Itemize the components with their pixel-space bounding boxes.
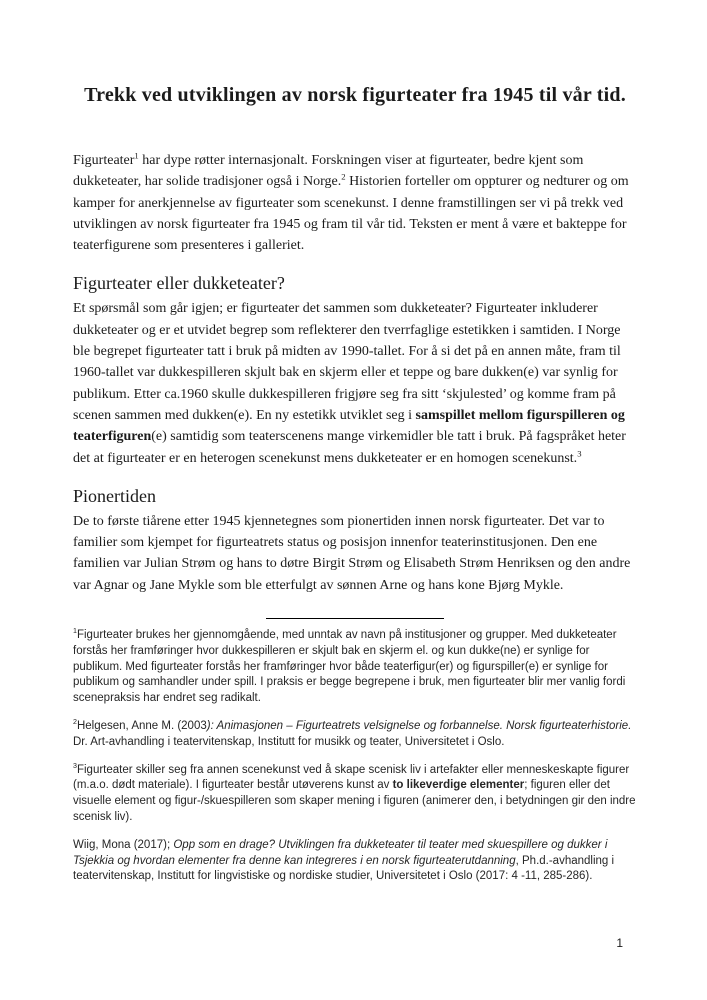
section-heading-figurteater-eller-dukketeater: Figurteater eller dukketeater? (73, 273, 285, 294)
section-paragraph-figurteater-eller-dukketeater: Et spørsmål som går igjen; er figurteater det sammen som dukketeater? Figurteater inkluderer dukketeater og er et utvidet begrep som reflekterer den tverrfaglige estetikken i samtiden. I Norge ble begrepet figurteater tatt i bruk på midten av 1990-tallet. For å si det på en annen måte, fram til 1960-tallet var dukkespilleren skjult bak en skjerm eller et teppe og bare dukken(e) var synlig for publikum. Etter ca.1960 skulle dukkespilleren frigjøre seg fra sitt ‘skjulested’ og komme fram på scenen sammen med dukken(e). En ny estetikk utviklet seg i samspillet mellom figurspilleren og teaterfiguren(e) samtidig som teaterscenens mange virkemidler ble tatt i bruk. På fagspråket heter det at figurteater er en heterogen scenekunst mens dukketeater er en homogen scenekunst.$^3$ (73, 301, 626, 466)
section-paragraph-pionertiden: De to første tiårene etter 1945 kjennetegnes som pionertiden innen norsk figurteater. Det var to familier som kjempet for figurteatrets status og posisjon innenfor teaterinstitusjonen. Den ene familien var Julian Strøm og hans to døtre Birgit Strøm og Elisabeth Strøm Henriksen og den andre var Agnar og Jane Mykle som ble etterfulgt av sønnen Arne og hans kone Bjørg Mykle. (73, 513, 631, 593)
page-number: 1 (616, 936, 623, 950)
footnote-reference-wiig: Wiig, Mona (2017); Opp som en drage? Utviklingen fra dukketeater til teater med skuespillere og dukker i Tsjekkia og hvordan elementer fra denne kan integreres i en norsk figurteaterutdanning, Ph.d.-avhandling i teatervitenskap, Institutt for lingvistiske og nordiske studier, Universitetet i Oslo (2017: 4 -11, 285-286). (73, 838, 615, 883)
footnote-3: $^3$Figurteater skiller seg fra annen scenekunst ved å skape scenisk liv i artefakter eller menneskeskapte figurer (m.a.o. dødt materiale). I figurteater består utøverens kunst av to likeverdige elementer; figuren eller det visuelle element og figur-/skuespilleren som skaper mening i figuren (animerer den, i betydningen gir den indre scenisk liv). (73, 761, 636, 824)
footnotes-section (73, 628, 637, 885)
page-content (73, 0, 637, 897)
footnote-separator (266, 618, 444, 619)
section-heading-pionertiden: Pionertiden (73, 485, 156, 506)
document-title: Trekk ved utviklingen av norsk figurteater fra 1945 til vår tid. (84, 84, 626, 106)
footnote-2: $^2$Helgesen, Anne M. (2003): Animasjonen – Figurteatrets velsignelse og forbannelse. Norsk figurteaterhistorie. Dr. Art-avhandling i teatervitenskap, Institutt for musikk og teater, Universitetet i Oslo. (73, 718, 632, 748)
intro-paragraph: Figurteater$^1$ har dype røtter internasjonalt. Forskningen viser at figurteater, bedre kjent som dukketeater, har solide tradisjoner også i Norge.$^2$ Historien forteller om oppturer og nedturer og om kamper for anerkjennelse av figurteater som scenekunst. I denne framstillingen ser vi på trekk ved utviklingen av norsk figurteater fra 1945 og fram til vår tid. Teksten er ment å være et bakteppe for teaterfigurene som presenteres i galleriet. (73, 150, 629, 254)
footnote-1: $^1$Figurteater brukes her gjennomgående, med unntak av navn på institusjoner og grupper. Med dukketeater forstås her framføringer hvor dukkespilleren er skjult bak en skjerm el. og kun dukke(ne) er synlige for publikum. Med figurteater forstås her framføringer hvor både teaterfigur(er) og figurspiller(e) er synlige for publikum og samhandler under spill. I praksis er begge begrepene i bruk, men figurteater blir mer vanlig fordi scenepraksis har endret seg radikalt. (73, 627, 626, 705)
